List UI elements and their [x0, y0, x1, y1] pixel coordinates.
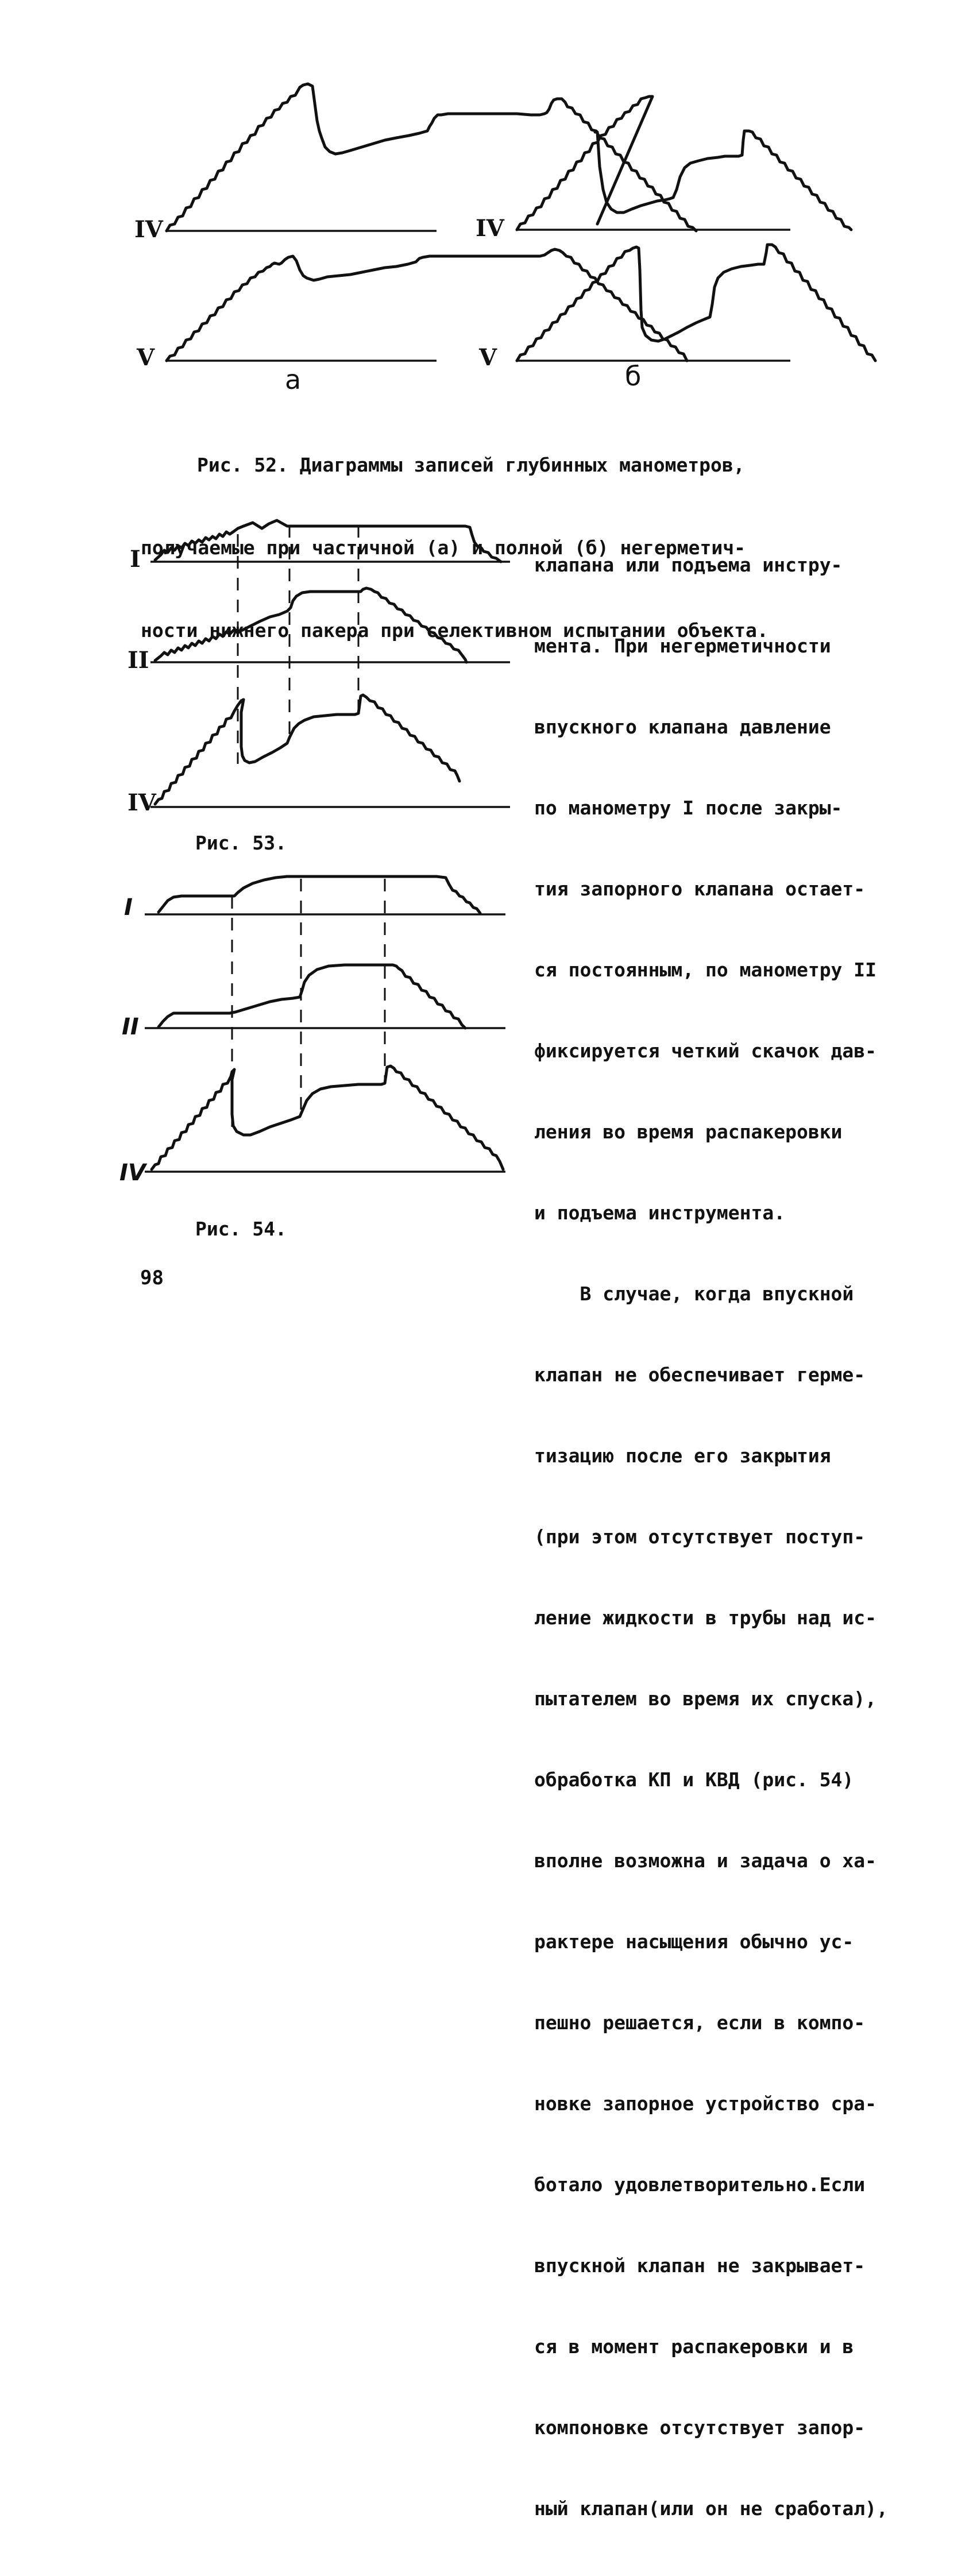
- text-line: фиксируется четкий скачок дав-: [534, 1040, 877, 1062]
- trace-label-b-V: V: [479, 344, 497, 371]
- text-line: ся в момент распакеровки и в: [534, 2335, 854, 2358]
- text-line: обработка КП и КВД (рис. 54): [534, 1768, 854, 1791]
- text-line: рактере насыщения обычно ус-: [534, 1930, 854, 1953]
- text-line: впускной клапан не закрывает-: [534, 2254, 866, 2277]
- caption-line: ности нижнего пакера при селективном испытании объекта.: [141, 619, 769, 642]
- caption-line: получаемые при частичной (а) и полной (б) негерметич-: [141, 536, 746, 559]
- subfigure-label-a: а: [285, 364, 302, 395]
- text-line: пытателем во время их спуска),: [534, 1687, 877, 1710]
- trace-label-a-IV: IV: [134, 216, 163, 243]
- text-line: (при этом отсутствует поступ-: [534, 1525, 866, 1548]
- trace-label-54-II: II: [122, 1014, 139, 1040]
- figure-54-caption: Рис. 54.: [195, 1218, 287, 1240]
- trace-label-54-I: I: [124, 894, 133, 921]
- text-line: пешно решается, если в компо-: [534, 2011, 866, 2034]
- text-line: новке запорное устройство сра-: [534, 2092, 877, 2115]
- text-line: ботало удовлетворительно.Если: [534, 2173, 866, 2196]
- text-line: ления во время распакеровки: [534, 1121, 843, 1143]
- trace-label-b-IV: IV: [476, 215, 504, 242]
- trace-label-54-IV: IV: [119, 1160, 146, 1186]
- trace-label-53-II: II: [128, 647, 149, 674]
- text-line: вполне возможна и задача о ха-: [534, 1849, 877, 1872]
- text-line: ление жидкости в трубы над ис-: [534, 1606, 877, 1629]
- trace-label-53-I: I: [130, 546, 141, 573]
- text-line: компоновке отсутствует запор-: [534, 2416, 866, 2439]
- text-line: и подъема инструмента.: [534, 1202, 786, 1224]
- trace-label-a-V: V: [137, 344, 155, 371]
- text-line: ный клапан(или он не сработал),: [534, 2497, 888, 2520]
- text-line: В случае, когда впускной: [534, 1283, 854, 1305]
- figure-53-caption: Рис. 53.: [195, 832, 287, 854]
- text-line: впускного клапана давление: [534, 716, 831, 738]
- pressure-trace-54-I: [159, 876, 480, 913]
- pressure-trace-54-IV: [152, 1066, 503, 1169]
- caption-line: Рис. 52. Диаграммы записей глубинных манометров,: [197, 454, 745, 476]
- text-line: по манометру I после закры-: [534, 797, 843, 819]
- page-number: 98: [140, 1266, 164, 1289]
- text-line: клапан не обеспечивает герме-: [534, 1364, 866, 1386]
- subfigure-label-b: б: [625, 361, 642, 392]
- text-line: мента. При негерметичности: [534, 635, 831, 657]
- pressure-trace-54-II: [159, 965, 465, 1028]
- text-line: ся постоянным, по манометру II: [534, 959, 877, 981]
- body-text-column: [534, 497, 890, 2576]
- text-line: тизацию после его закрытия: [534, 1445, 831, 1467]
- trace-label-53-IV: IV: [128, 789, 156, 816]
- text-line: тия запорного клапана остает-: [534, 878, 866, 900]
- text-line: клапана или подъема инстру-: [534, 554, 843, 576]
